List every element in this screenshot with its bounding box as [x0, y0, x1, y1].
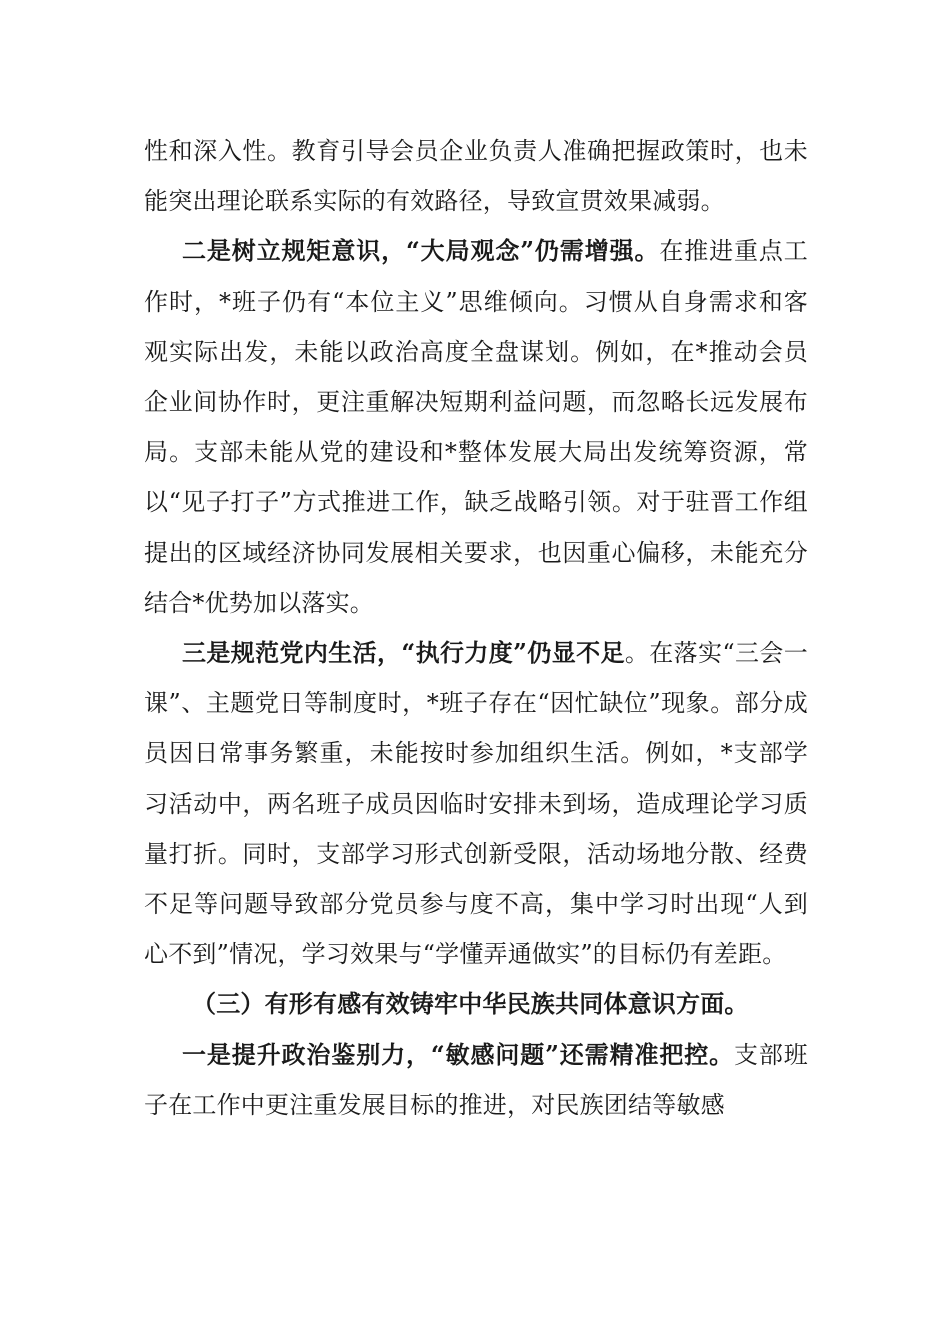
paragraph-point-one [144, 1030, 808, 1130]
section-heading-text: （三）有形有感有效铸牢中华民族共同体意识方面。 [192, 989, 749, 1019]
paragraph-bold-lead: 一是提升政治鉴别力，“敏感问题”还需精准把控。 [182, 1039, 735, 1069]
paragraph-point-two [144, 226, 808, 628]
section-heading [144, 979, 808, 1029]
paragraph-text: 性和深入性。教育引导会员企业负责人准确把握政策时，也未能突出理论联系实际的有效路径，导致宣贯效果减弱。 [144, 137, 808, 216]
paragraph-text: 在推进重点工作时，*班子仍有“本位主义”思维倾向。习惯从自身需求和客观实际出发，未能以政治高度全盘谋划。例如，在*推动会员企业间协作时，更注重解决短期利益问题，而忽略长远发展布局。支部未能从党的建设和*整体发展大局出发统筹资源，常以“见子打子”方式推进工作，缺乏战略引领。对于驻晋工作组提出的区域经济协同发展相关要求，也因重心偏移，未能充分结合*优势加以落实。 [144, 237, 808, 617]
paragraph-bold-lead: 三是规范党内生活，“执行力度”仍显不足 [182, 638, 625, 668]
paragraph-point-three [144, 628, 808, 979]
document-body [144, 126, 808, 1130]
paragraph-text: 支部班子在工作中更注重发展目标的推进，对民族团结等敏感 [144, 1040, 808, 1119]
paragraph-bold-lead: 二是树立规矩意识，“大局观念”仍需增强。 [182, 236, 660, 266]
paragraph-continuation [144, 126, 808, 226]
paragraph-text: 。在落实“三会一课”、主题党日等制度时，*班子存在“因忙缺位”现象。部分成员因日常事务繁重，未能按时参加组织生活。例如，*支部学习活动中，两名班子成员因临时安排未到场，造成理论学习质量打折。同时，支部学习形式创新受限，活动场地分散、经费不足等问题导致部分党员参与度不高，集中学习时出现“人到心不到”情况，学习效果与“学懂弄通做实”的目标仍有差距。 [144, 639, 808, 969]
